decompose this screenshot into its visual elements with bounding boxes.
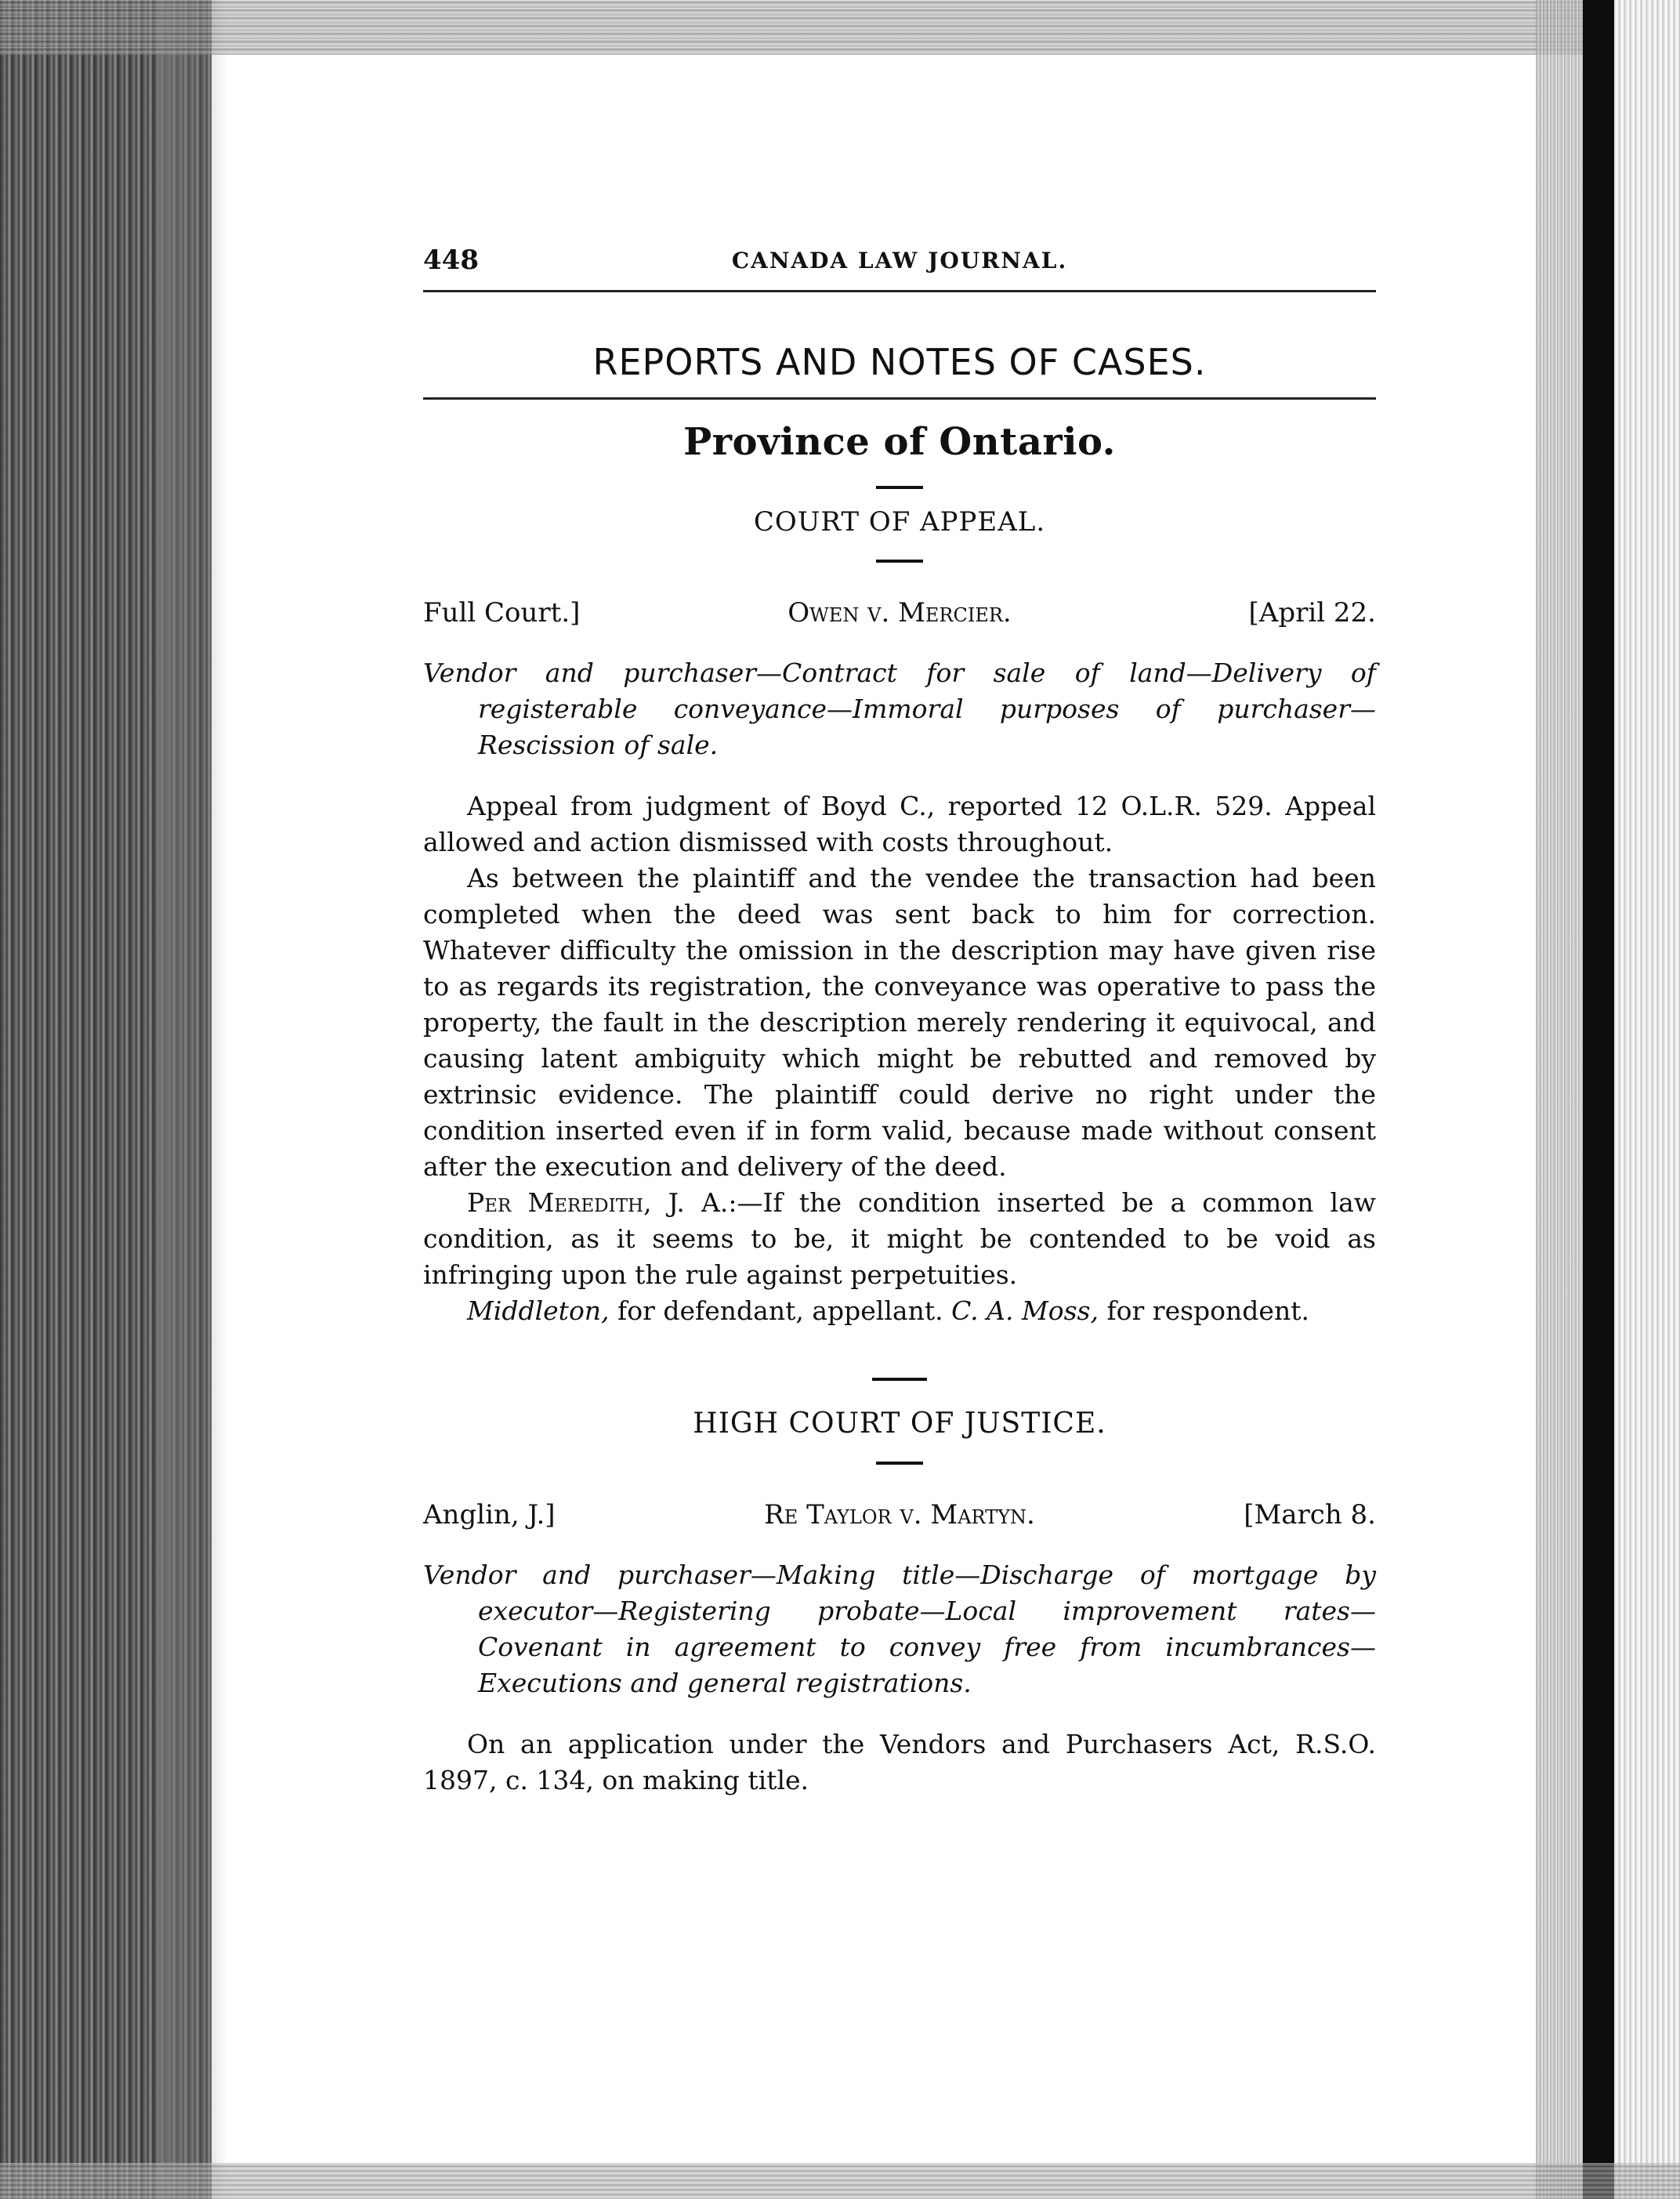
case-date: [April 22. (1248, 597, 1376, 629)
court-heading: HIGH COURT OF JUSTICE. (693, 1407, 1106, 1440)
case-caption (423, 597, 1376, 636)
counsel-paragraph (423, 1293, 1376, 1329)
journal-title: CANADA LAW JOURNAL. (731, 248, 1068, 274)
case-headnote: Vendor and purchaser—Making title—Discharge of mortgage by executor—Registering probate—Local improvement rates—Covenant in agreement to convey free from incumbrances—Executions and general registrations. (423, 1560, 1376, 1698)
case-bench: Anglin, J.] (423, 1499, 556, 1531)
scan-edge-top (0, 0, 1680, 55)
case-date: [March 8. (1244, 1499, 1376, 1531)
running-head (423, 235, 1376, 292)
divider (876, 1462, 923, 1465)
counsel-role: for respondent. (1098, 1295, 1309, 1326)
scan-edge-bottom (0, 2163, 1680, 2199)
case-paragraph: Appeal from judgment of Boyd C., reported 12 O.L.R. 529. Appeal allowed and action dismissed with costs throughout. (423, 791, 1376, 857)
court-heading: COURT OF APPEAL. (753, 506, 1046, 538)
scan-edge-right (1536, 0, 1583, 2199)
case-name: Re Taylor v. Martyn. (764, 1499, 1035, 1531)
counsel-name: C. A. Moss, (951, 1295, 1099, 1326)
section-rule (423, 397, 1376, 400)
scan-edge-right-dark (1583, 0, 1614, 2199)
judge-opinion: —If the condition inserted be a common law condition, as it seems to be, it might be contended to be void as infringing upon the rule against perpetuities. (423, 1187, 1377, 1290)
page-number: 448 (423, 245, 479, 276)
divider (876, 560, 923, 563)
case-name: Owen v. Mercier. (788, 597, 1012, 629)
case-headnote: Vendor and purchaser—Contract for sale of land—Delivery of registerable conveyance—Immoral purposes of purchaser—Rescission of sale. (423, 658, 1376, 760)
scan-edge-left-fade (157, 0, 227, 2199)
province-heading: Province of Ontario. (683, 420, 1116, 464)
scan-edge-right-far (1614, 0, 1680, 2199)
divider (876, 486, 923, 489)
case-paragraph: As between the plaintiff and the vendee the transaction had been completed when the deed was sent back to him for correction. Whatever difficulty the omission in the description may have given rise to as regards its registration, the conveyance was operative to pass the property, the fault in the description merely rendering it equivocal, and causing latent ambiguity which might be rebutted and removed by extrinsic evidence. The plaintiff could derive no right under the condition inserted even if in form valid, because made without consent after the execution and delivery of the deed. (423, 863, 1376, 1182)
case-caption (423, 1499, 1376, 1538)
case-paragraph (423, 1185, 1376, 1293)
journal-page (423, 235, 1376, 1799)
section-title: REPORTS AND NOTES OF CASES. (592, 341, 1207, 383)
case-bench: Full Court.] (423, 597, 581, 629)
case-paragraph: On an application under the Vendors and Purchasers Act, R.S.O. 1897, c. 134, on making title. (423, 1729, 1376, 1795)
divider (872, 1378, 927, 1381)
judge-name: Per Meredith, J. A.: (467, 1187, 737, 1218)
counsel-name: Middleton, (467, 1295, 610, 1326)
counsel-role: for defendant, appellant. (609, 1295, 952, 1326)
